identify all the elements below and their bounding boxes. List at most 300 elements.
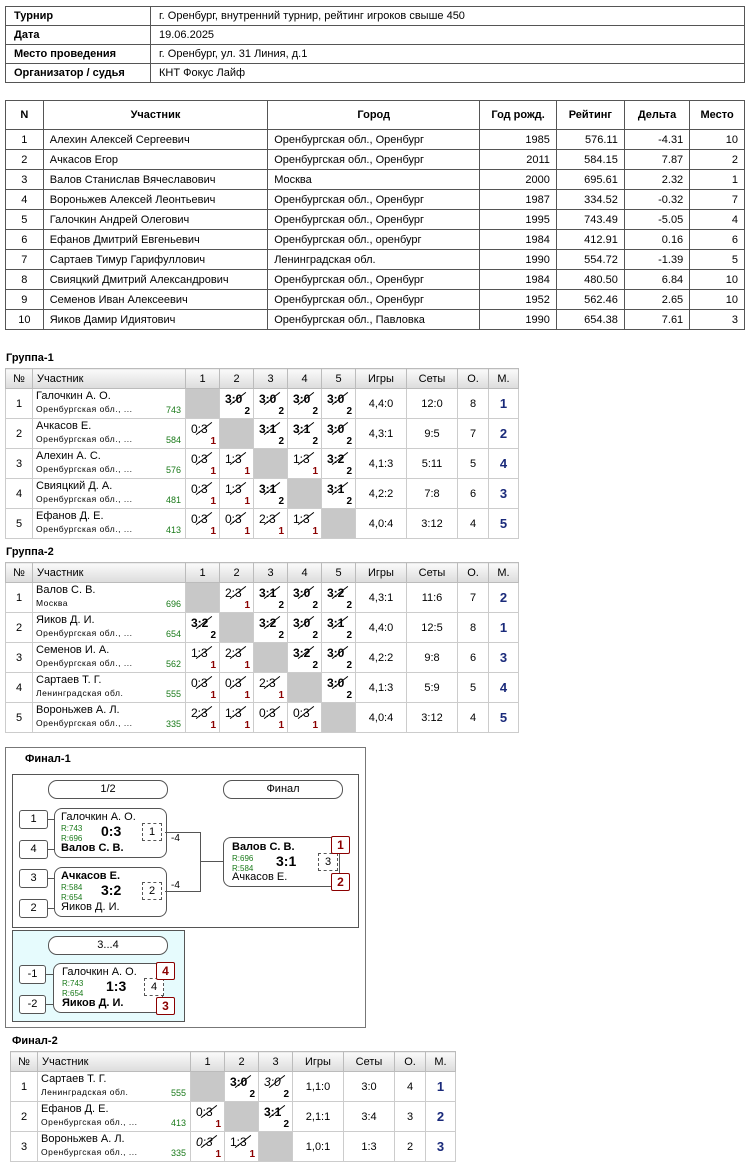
participant-row <box>6 150 745 170</box>
place-cell: 5 <box>489 703 519 733</box>
player-bot: Ачкасов Е. <box>232 871 288 883</box>
participant-cell: 6 <box>690 230 745 250</box>
match-score: 3:2 <box>101 882 122 898</box>
participant-cell: Семенов Иван Алексеевич <box>43 290 267 310</box>
participant-row <box>6 290 745 310</box>
pts-cell: 2 <box>395 1132 426 1162</box>
player-rating: 555 <box>165 689 181 699</box>
self-cell <box>254 643 288 673</box>
participant-row <box>6 210 745 230</box>
player-rating: 654 <box>165 629 181 639</box>
column-header: 2 <box>220 369 254 389</box>
final1-title: Финал-1 <box>25 753 71 765</box>
score-text: 3:0 <box>264 1075 281 1089</box>
column-header: Игры <box>356 369 407 389</box>
score-text: 3:2 <box>327 586 345 600</box>
column-header: 4 <box>288 369 322 389</box>
participant-cell: 1987 <box>480 190 557 210</box>
participants-table <box>5 100 745 330</box>
group-row <box>6 419 519 449</box>
group1-table <box>5 368 519 539</box>
participant-cell: 5 <box>690 250 745 270</box>
sets-cell: 12:0 <box>407 389 458 419</box>
participant-cell: Оренбургская обл., Оренбург <box>268 210 480 230</box>
column-header: 2 <box>220 563 254 583</box>
participant-cell: 654.38 <box>556 310 624 330</box>
participant-cell: 10 <box>690 130 745 150</box>
pts-cell: 8 <box>458 389 489 419</box>
participant-cell: Москва <box>268 170 480 190</box>
column-header: 3 <box>259 1052 293 1072</box>
score-cell <box>220 583 254 613</box>
score-cell <box>220 479 254 509</box>
score-text: 0:3 <box>196 1105 213 1119</box>
score-points: 1 <box>244 720 250 731</box>
pts-cell: 3 <box>395 1102 426 1132</box>
group-row <box>6 509 519 539</box>
player-name: Яиков Д. И. <box>36 614 95 626</box>
place-box: 4 <box>156 962 175 980</box>
player-rating: 562 <box>165 659 181 669</box>
score-cell <box>225 1132 259 1162</box>
score-text: 3:2 <box>327 452 345 466</box>
rating-top: R:743 <box>61 824 83 833</box>
participant-cell: 695.61 <box>556 170 624 190</box>
player-rating: 696 <box>165 599 181 609</box>
games-cell: 4,3:1 <box>356 583 407 613</box>
score-cell <box>322 479 356 509</box>
games-cell: 4,2:2 <box>356 643 407 673</box>
score-points: 2 <box>278 630 284 641</box>
score-points: 2 <box>249 1089 255 1100</box>
seed-box: 1 <box>19 810 48 829</box>
games-cell: 4,0:4 <box>356 703 407 733</box>
place-box: 1 <box>331 836 350 854</box>
participant-cell: Оренбургская обл., оренбург <box>268 230 480 250</box>
score-cell <box>322 613 356 643</box>
score-text: 2:3 <box>225 586 242 600</box>
score-text: 1:3 <box>191 646 208 660</box>
participant-cell: 7.61 <box>624 310 689 330</box>
place-cell: 3 <box>489 479 519 509</box>
participant-cell: 4 <box>6 190 44 210</box>
participant-cell: Яиков Дамир Идиятович <box>43 310 267 330</box>
participant-row <box>6 250 745 270</box>
participant-cell: 554.72 <box>556 250 624 270</box>
sets-cell: 12:5 <box>407 613 458 643</box>
player-cell <box>33 673 186 703</box>
info-value: КНТ Фокус Лайф <box>151 64 745 83</box>
final2-title: Финал-2 <box>12 1035 58 1047</box>
column-header: № <box>6 369 33 389</box>
info-value: г. Оренбург, внутренний турнир, рейтинг игроков свыше 450 <box>151 7 745 26</box>
group-row <box>6 583 519 613</box>
column-header: 3 <box>254 369 288 389</box>
participant-cell: Ачкасов Егор <box>43 150 267 170</box>
column-header: № <box>6 563 33 583</box>
rating-top: R:743 <box>62 979 84 988</box>
score-points: 1 <box>210 436 216 447</box>
player-rating: 413 <box>170 1118 186 1128</box>
match-semi2 <box>54 867 167 917</box>
score-points: 1 <box>244 496 250 507</box>
seed-box: 4 <box>19 840 48 859</box>
player-city: Ленинградская обл. <box>41 1087 129 1097</box>
player-rating: 576 <box>165 465 181 475</box>
player-cell <box>33 389 186 419</box>
main-bracket <box>12 774 359 928</box>
sets-cell: 7:8 <box>407 479 458 509</box>
row-number: 3 <box>6 449 33 479</box>
self-cell <box>254 449 288 479</box>
info-value: г. Оренбург, ул. 31 Линия, д.1 <box>151 45 745 64</box>
score-text: 0:3 <box>225 512 242 526</box>
player-rating: 743 <box>165 405 181 415</box>
group2-table <box>5 562 519 733</box>
group-row <box>11 1072 456 1102</box>
column-header: Сеты <box>407 563 458 583</box>
score-points: 1 <box>210 660 216 671</box>
place-cell: 2 <box>489 419 519 449</box>
score-cell <box>288 509 322 539</box>
score-cell <box>254 703 288 733</box>
participant-row <box>6 270 745 290</box>
match-score: 3:1 <box>276 853 297 869</box>
column-header: 1 <box>186 563 220 583</box>
info-row <box>6 64 745 83</box>
score-cell <box>322 643 356 673</box>
group-row <box>6 479 519 509</box>
participant-cell: 1984 <box>480 270 557 290</box>
final2-table <box>10 1051 456 1162</box>
round-half-label: 1/2 <box>48 780 168 799</box>
rating-top: R:584 <box>61 883 83 892</box>
place-cell: 5 <box>489 509 519 539</box>
pts-cell: 6 <box>458 643 489 673</box>
score-cell <box>186 703 220 733</box>
player-cell <box>33 509 186 539</box>
score-points: 2 <box>346 690 352 701</box>
participant-cell: 5 <box>6 210 44 230</box>
sets-cell: 11:6 <box>407 583 458 613</box>
games-cell: 4,2:2 <box>356 479 407 509</box>
player-cell <box>33 703 186 733</box>
group-row <box>11 1102 456 1132</box>
self-cell <box>186 583 220 613</box>
pts-cell: 7 <box>458 419 489 449</box>
row-number: 1 <box>6 389 33 419</box>
score-cell <box>322 449 356 479</box>
player-cell <box>38 1072 191 1102</box>
score-text: 2:3 <box>259 676 276 690</box>
participant-cell: 2.32 <box>624 170 689 190</box>
participant-cell: -5.05 <box>624 210 689 230</box>
self-cell <box>186 389 220 419</box>
column-header: Город <box>268 101 480 130</box>
column-header: Игры <box>293 1052 344 1072</box>
column-header: Год рожд. <box>480 101 557 130</box>
score-cell <box>288 449 322 479</box>
info-key: Турнир <box>6 7 151 26</box>
score-text: 2:3 <box>191 706 208 720</box>
score-points: 1 <box>210 466 216 477</box>
participant-cell: Алехин Алексей Сергеевич <box>43 130 267 150</box>
score-cell <box>288 389 322 419</box>
participant-cell: 480.50 <box>556 270 624 290</box>
score-text: 1:3 <box>225 452 242 466</box>
player-name: Сартаев Т. Г. <box>41 1073 107 1085</box>
player-city: Оренбургская обл., ... <box>36 524 133 534</box>
score-text: 3:0 <box>259 392 277 406</box>
score-text: 3:2 <box>293 646 311 660</box>
sets-cell: 9:8 <box>407 643 458 673</box>
seed-box: -1 <box>19 965 46 984</box>
score-points: 1 <box>244 526 250 537</box>
match-number: 2 <box>142 882 162 900</box>
rating-top: R:696 <box>232 854 254 863</box>
games-cell: 1,1:0 <box>293 1072 344 1102</box>
score-points: 2 <box>346 406 352 417</box>
score-cell <box>288 583 322 613</box>
seed-box: 2 <box>19 899 48 918</box>
games-cell: 4,1:3 <box>356 449 407 479</box>
score-text: 3:2 <box>259 616 277 630</box>
info-key: Место проведения <box>6 45 151 64</box>
third-place-bracket <box>12 930 185 1022</box>
place-cell: 4 <box>489 673 519 703</box>
player-rating: 335 <box>170 1148 186 1158</box>
participant-cell: Ленинградская обл. <box>268 250 480 270</box>
info-row <box>6 7 745 26</box>
score-text: 3:0 <box>230 1075 248 1089</box>
participant-cell: 8 <box>6 270 44 290</box>
round-third-label: 3...4 <box>48 936 168 955</box>
column-header: Участник <box>33 369 186 389</box>
games-cell: 4,4:0 <box>356 613 407 643</box>
score-points: 2 <box>346 466 352 477</box>
player-name: Галочкин А. О. <box>36 390 111 402</box>
score-text: 2:3 <box>259 512 276 526</box>
score-text: 0:3 <box>191 422 208 436</box>
info-row <box>6 45 745 64</box>
score-cell <box>322 583 356 613</box>
score-cell <box>220 389 254 419</box>
column-header: 3 <box>254 563 288 583</box>
score-text: 3:1 <box>259 422 277 436</box>
participant-cell: Оренбургская обл., Павловка <box>268 310 480 330</box>
match-number: 4 <box>144 978 164 996</box>
score-points: 2 <box>283 1119 289 1130</box>
seed-box: 3 <box>19 869 48 888</box>
participant-cell: 1990 <box>480 250 557 270</box>
player-name: Ачкасов Е. <box>36 420 92 432</box>
score-text: 3:0 <box>327 646 345 660</box>
column-header: 2 <box>225 1052 259 1072</box>
place-box: 2 <box>331 873 350 891</box>
player-cell <box>38 1132 191 1162</box>
player-city: Оренбургская обл., ... <box>36 494 133 504</box>
score-points: 1 <box>278 526 284 537</box>
pts-cell: 5 <box>458 673 489 703</box>
participant-cell: Свияцкий Дмитрий Александрович <box>43 270 267 290</box>
column-header: № <box>11 1052 38 1072</box>
column-header: Сеты <box>344 1052 395 1072</box>
score-points: 2 <box>312 660 318 671</box>
player-city: Оренбургская обл., ... <box>41 1147 138 1157</box>
column-header: М. <box>489 563 519 583</box>
score-cell <box>191 1132 225 1162</box>
place-cell: 4 <box>489 449 519 479</box>
round-final-label: Финал <box>223 780 343 799</box>
score-cell <box>254 419 288 449</box>
rating-bot: R:696 <box>61 834 83 843</box>
participant-row <box>6 170 745 190</box>
score-points: 1 <box>215 1119 221 1130</box>
score-text: 3:1 <box>259 586 277 600</box>
score-cell <box>254 583 288 613</box>
player-cell <box>33 613 186 643</box>
score-points: 2 <box>278 406 284 417</box>
participant-cell: Оренбургская обл., Оренбург <box>268 290 480 310</box>
participant-cell: 2 <box>6 150 44 170</box>
score-text: 3:1 <box>327 616 345 630</box>
column-header: Участник <box>38 1052 191 1072</box>
participant-cell: 10 <box>690 270 745 290</box>
participant-cell: 2000 <box>480 170 557 190</box>
sets-cell: 3:12 <box>407 509 458 539</box>
score-points: 1 <box>312 720 318 731</box>
pts-cell: 8 <box>458 613 489 643</box>
self-cell <box>322 703 356 733</box>
player-rating: 584 <box>165 435 181 445</box>
group-row <box>6 389 519 419</box>
sets-cell: 5:9 <box>407 673 458 703</box>
column-header: Участник <box>43 101 267 130</box>
player-top: Галочкин А. О. <box>61 811 136 823</box>
score-text: 3:0 <box>327 422 345 436</box>
participant-cell: 6 <box>6 230 44 250</box>
player-top: Ачкасов Е. <box>61 870 121 882</box>
score-text: 3:0 <box>225 392 243 406</box>
info-value: 19.06.2025 <box>151 26 745 45</box>
loser-arrow: -4 <box>171 833 180 844</box>
place-cell: 1 <box>489 613 519 643</box>
sets-cell: 3:0 <box>344 1072 395 1102</box>
score-cell <box>288 703 322 733</box>
self-cell <box>225 1102 259 1132</box>
participant-row <box>6 230 745 250</box>
score-cell <box>288 613 322 643</box>
score-cell <box>254 673 288 703</box>
participant-cell: Оренбургская обл., Оренбург <box>268 150 480 170</box>
final1-bracket <box>5 747 366 1028</box>
sets-cell: 9:5 <box>407 419 458 449</box>
score-points: 1 <box>210 690 216 701</box>
score-cell <box>254 509 288 539</box>
participant-cell: 9 <box>6 290 44 310</box>
player-bot: Яиков Д. И. <box>62 997 124 1009</box>
participant-cell: 7 <box>690 190 745 210</box>
participant-cell: 10 <box>690 290 745 310</box>
participant-cell: Сартаев Тимур Гарифуллович <box>43 250 267 270</box>
player-cell <box>33 643 186 673</box>
score-cell <box>220 509 254 539</box>
score-cell <box>322 673 356 703</box>
pts-cell: 4 <box>395 1072 426 1102</box>
player-name: Ефанов Д. Е. <box>41 1103 109 1115</box>
score-points: 2 <box>244 406 250 417</box>
participant-cell: 3 <box>690 310 745 330</box>
score-points: 2 <box>346 630 352 641</box>
pts-cell: 5 <box>458 449 489 479</box>
score-points: 1 <box>244 600 250 611</box>
row-number: 4 <box>6 673 33 703</box>
match-number: 1 <box>142 823 162 841</box>
column-header: О. <box>458 369 489 389</box>
column-header: М. <box>426 1052 456 1072</box>
score-points: 2 <box>210 630 216 641</box>
player-rating: 555 <box>170 1088 186 1098</box>
player-city: Оренбургская обл., ... <box>41 1117 138 1127</box>
row-number: 4 <box>6 479 33 509</box>
player-name: Свияцкий Д. А. <box>36 480 113 492</box>
score-points: 1 <box>244 660 250 671</box>
column-header: Место <box>690 101 745 130</box>
score-text: 0:3 <box>196 1135 213 1149</box>
match-final <box>223 837 340 887</box>
column-header: Участник <box>33 563 186 583</box>
participant-cell: 3 <box>6 170 44 190</box>
score-text: 3:1 <box>264 1105 282 1119</box>
score-text: 0:3 <box>191 512 208 526</box>
participant-cell: Вороньжев Алексей Леонтьевич <box>43 190 267 210</box>
group2-title: Группа-2 <box>6 546 54 558</box>
score-text: 3:1 <box>259 482 277 496</box>
score-text: 1:3 <box>293 512 310 526</box>
column-header: Игры <box>356 563 407 583</box>
score-text: 1:3 <box>225 482 242 496</box>
column-header: Рейтинг <box>556 101 624 130</box>
participant-cell: 1995 <box>480 210 557 230</box>
tournament-info-table <box>5 6 745 83</box>
participant-cell: Оренбургская обл., Оренбург <box>268 130 480 150</box>
score-cell <box>288 643 322 673</box>
participant-cell: 6.84 <box>624 270 689 290</box>
header-row <box>6 563 519 583</box>
player-cell <box>33 583 186 613</box>
player-rating: 481 <box>165 495 181 505</box>
score-points: 1 <box>244 690 250 701</box>
score-cell <box>220 643 254 673</box>
score-text: 3:0 <box>327 392 345 406</box>
column-header: N <box>6 101 44 130</box>
player-cell <box>33 449 186 479</box>
score-points: 1 <box>278 690 284 701</box>
score-points: 2 <box>283 1089 289 1100</box>
group-row <box>6 643 519 673</box>
score-points: 1 <box>210 496 216 507</box>
score-text: 3:2 <box>191 616 209 630</box>
participant-cell: 7.87 <box>624 150 689 170</box>
player-cell <box>38 1102 191 1132</box>
participant-cell: 2011 <box>480 150 557 170</box>
player-cell <box>33 479 186 509</box>
pts-cell: 4 <box>458 703 489 733</box>
match-score: 0:3 <box>101 823 122 839</box>
sets-cell: 3:12 <box>407 703 458 733</box>
score-text: 3:0 <box>293 586 311 600</box>
participant-cell: 1990 <box>480 310 557 330</box>
